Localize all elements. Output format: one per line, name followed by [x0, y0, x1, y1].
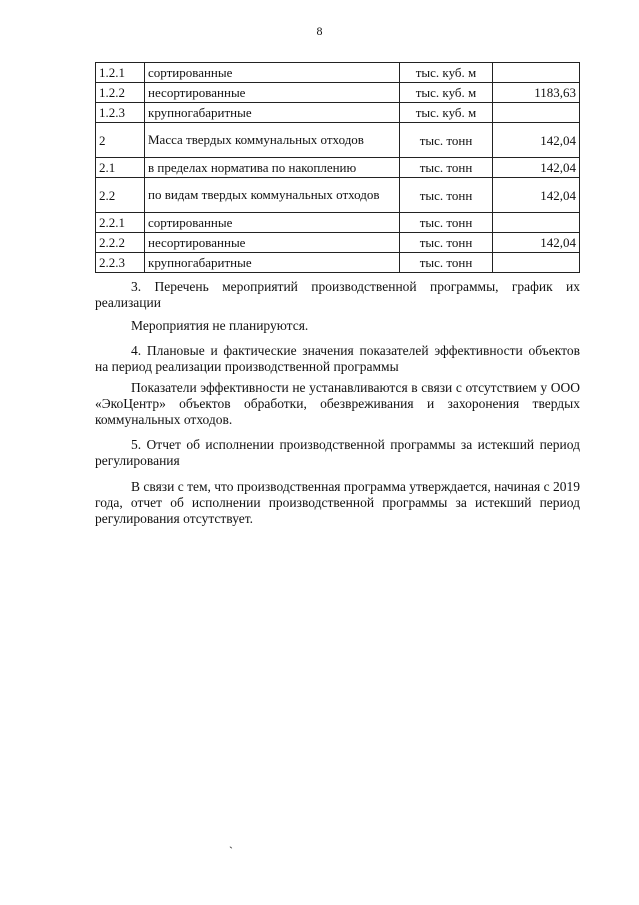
row-value	[493, 63, 580, 83]
row-value: 142,04	[493, 158, 580, 178]
section-4-heading: 4. Плановые и фактические значения показателей эффективности объектов на период реализации производственной программы	[95, 343, 580, 374]
row-unit: тыс. тонн	[400, 213, 493, 233]
section-3-heading: 3. Перечень мероприятий производственной программы, график их реализации	[95, 279, 580, 310]
page-number: 8	[316, 24, 323, 38]
row-value	[493, 103, 580, 123]
row-number: 2.2.1	[96, 213, 145, 233]
section-3-text: Мероприятия не планируются.	[131, 318, 309, 333]
row-number: 2.2	[96, 178, 145, 213]
row-unit: тыс. куб. м	[400, 83, 493, 103]
row-unit: тыс. тонн	[400, 253, 493, 273]
row-unit: тыс. тонн	[400, 233, 493, 253]
section-4-text: Показатели эффективности не устанавливаются в связи с отсутствием у ООО «ЭкоЦентр» объектов обработки, обезвреживания и захоронения твердых коммунальных отходов.	[95, 380, 580, 427]
row-value	[493, 213, 580, 233]
row-name: несортированные	[145, 83, 400, 103]
row-name: сортированные	[145, 213, 400, 233]
table-row	[96, 213, 580, 233]
row-value: 142,04	[493, 233, 580, 253]
row-number: 2.2.3	[96, 253, 145, 273]
row-name: сортированные	[145, 63, 400, 83]
row-unit: тыс. тонн	[400, 178, 493, 213]
table-row	[96, 103, 580, 123]
table-row	[96, 83, 580, 103]
row-number: 1.2.2	[96, 83, 145, 103]
row-unit: тыс. куб. м	[400, 63, 493, 83]
row-unit: тыс. тонн	[400, 123, 493, 158]
row-number: 2.2.2	[96, 233, 145, 253]
row-number: 1.2.1	[96, 63, 145, 83]
row-value	[493, 253, 580, 273]
row-name: крупногабаритные	[145, 103, 400, 123]
table-row	[96, 253, 580, 273]
table-row	[96, 158, 580, 178]
section-5-text: В связи с тем, что производственная программа утверждается, начиная с 2019 года, отчет об исполнении производственной программы за истекший период регулирования отсутствует.	[95, 479, 581, 526]
row-value: 142,04	[493, 123, 580, 158]
table-row	[96, 123, 580, 158]
row-name: крупногабаритные	[145, 253, 400, 273]
row-number: 2	[96, 123, 145, 158]
row-name: в пределах норматива по накоплению	[145, 158, 400, 178]
stray-mark: `	[229, 844, 233, 858]
row-value: 142,04	[493, 178, 580, 213]
row-number: 1.2.3	[96, 103, 145, 123]
table-row	[96, 233, 580, 253]
row-number: 2.1	[96, 158, 145, 178]
row-name: несортированные	[145, 233, 400, 253]
row-value: 1183,63	[493, 83, 580, 103]
row-unit: тыс. тонн	[400, 158, 493, 178]
row-name: Масса твердых коммунальных отходов	[145, 123, 400, 158]
row-unit: тыс. куб. м	[400, 103, 493, 123]
waste-volume-table	[95, 62, 580, 273]
table-row	[96, 178, 580, 213]
table-row	[96, 63, 580, 83]
section-5-heading: 5. Отчет об исполнении производственной программы за истекший период регулирования	[95, 437, 580, 468]
row-name: по видам твердых коммунальных отходов	[145, 178, 400, 213]
